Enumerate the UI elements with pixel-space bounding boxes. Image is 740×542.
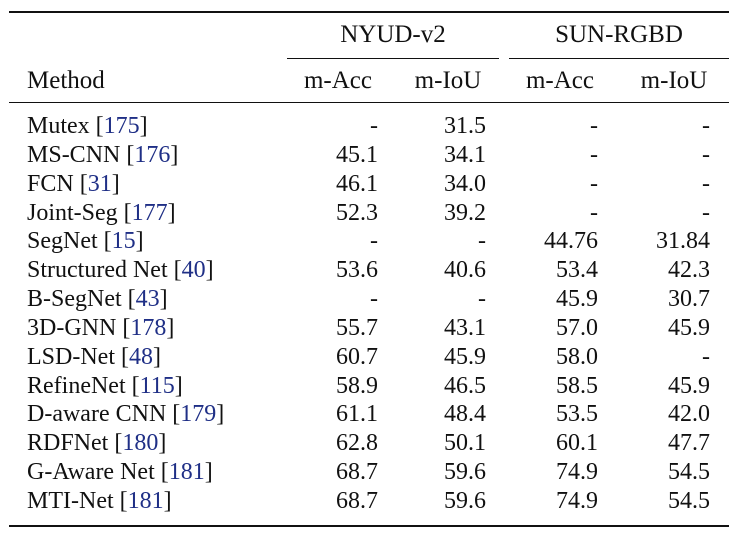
cell-sun-m-iou: 30.7 (668, 286, 710, 313)
cell-method: G-Aware Net [181] (27, 459, 213, 486)
column-header-sun-m-iou: m-IoU (640, 67, 708, 94)
table-row (0, 227, 740, 256)
citation-link[interactable]: 180 (122, 430, 159, 457)
group-rule-nyud-v2 (287, 58, 499, 59)
method-name: RDFNet (27, 430, 109, 457)
method-name: RefineNet (27, 372, 126, 399)
cell-nyud-m-acc: 52.3 (336, 199, 378, 226)
method-name: 3D-GNN (27, 314, 117, 341)
top-rule (9, 11, 729, 13)
header-rule (9, 102, 729, 103)
citation-link[interactable]: 43 (135, 286, 160, 313)
cell-sun-m-iou: - (702, 113, 710, 139)
cell-nyud-m-acc: 61.1 (336, 401, 378, 428)
cell-sun-m-acc: 53.5 (556, 401, 598, 428)
table-row (0, 400, 740, 429)
cell-sun-m-iou: 54.5 (668, 459, 710, 486)
cell-sun-m-acc: 58.5 (556, 372, 598, 399)
column-header-sun-m-acc: m-Acc (525, 67, 595, 94)
table-row (0, 285, 740, 314)
cell-nyud-m-acc: 60.7 (336, 343, 378, 370)
citation-link[interactable]: 176 (134, 141, 171, 168)
cell-nyud-m-acc: 46.1 (336, 170, 378, 197)
bottom-rule (9, 525, 729, 527)
cell-nyud-m-iou: 50.1 (444, 430, 486, 457)
cell-nyud-m-iou: - (478, 286, 486, 313)
method-name: B-SegNet (27, 286, 122, 313)
cell-sun-m-acc: - (590, 170, 598, 197)
cell-method: B-SegNet [43] (27, 286, 168, 313)
cell-nyud-m-iou: 40.6 (444, 257, 486, 284)
column-header-nyud-m-iou: m-IoU (414, 67, 482, 94)
cell-nyud-m-iou: 59.6 (444, 459, 486, 486)
method-name: D-aware CNN (27, 401, 167, 428)
method-name: Structured Net (27, 257, 168, 284)
cell-sun-m-acc: 45.9 (556, 286, 598, 313)
cell-method: LSD-Net [48] (27, 343, 161, 370)
cell-method: FCN [31] (27, 170, 120, 197)
cell-sun-m-acc: 74.9 (556, 487, 598, 514)
cell-nyud-m-iou: 34.1 (444, 141, 486, 168)
cell-nyud-m-acc: 53.6 (336, 257, 378, 284)
cell-sun-m-iou: - (702, 199, 710, 226)
table-row (0, 372, 740, 401)
table-row (0, 170, 740, 199)
citation-link[interactable]: 15 (111, 228, 136, 255)
cell-sun-m-acc: 57.0 (556, 314, 598, 341)
cell-method: Structured Net [40] (27, 257, 214, 284)
method-name: Mutex (27, 113, 90, 139)
cell-sun-m-iou: 45.9 (668, 372, 710, 399)
cell-sun-m-iou: 47.7 (668, 430, 710, 457)
citation-link[interactable]: 175 (103, 113, 140, 139)
cell-method: Joint-Seg [177] (27, 199, 176, 226)
method-name: LSD-Net (27, 343, 115, 370)
cell-nyud-m-iou: 45.9 (444, 343, 486, 370)
column-header-method: Method (27, 67, 105, 94)
cell-nyud-m-iou: 59.6 (444, 487, 486, 514)
cell-nyud-m-acc: - (370, 286, 378, 313)
citation-link[interactable]: 40 (181, 257, 206, 284)
cell-nyud-m-iou: - (478, 228, 486, 255)
cell-method: D-aware CNN [179] (27, 401, 225, 428)
cell-sun-m-iou: 31.84 (656, 228, 710, 255)
method-name: SegNet (27, 228, 98, 255)
cell-nyud-m-acc: 58.9 (336, 372, 378, 399)
cell-method: RefineNet [115] (27, 372, 183, 399)
method-name: G-Aware Net (27, 459, 155, 486)
citation-link[interactable]: 31 (87, 170, 112, 197)
cell-sun-m-acc: - (590, 113, 598, 139)
cell-nyud-m-acc: 62.8 (336, 430, 378, 457)
citation-link[interactable]: 48 (128, 343, 153, 370)
table-row (0, 199, 740, 228)
citation-link[interactable]: 177 (131, 199, 168, 226)
cell-nyud-m-iou: 43.1 (444, 314, 486, 341)
cell-sun-m-acc: 53.4 (556, 257, 598, 284)
cell-nyud-m-acc: 55.7 (336, 314, 378, 341)
table-row (0, 487, 740, 516)
cell-method: SegNet [15] (27, 228, 144, 255)
cell-method: MTI-Net [181] (27, 487, 172, 514)
table-row (0, 256, 740, 285)
method-name: MS-CNN (27, 141, 121, 168)
table-body (0, 112, 740, 516)
citation-link[interactable]: 179 (180, 401, 217, 428)
cell-sun-m-iou: 42.3 (668, 257, 710, 284)
cell-sun-m-acc: 60.1 (556, 430, 598, 457)
cell-nyud-m-acc: - (370, 228, 378, 255)
group-label-nyud-v2: NYUD-v2 (340, 21, 446, 48)
cell-sun-m-iou: - (702, 170, 710, 197)
cell-sun-m-iou: 54.5 (668, 487, 710, 514)
citation-link[interactable]: 181 (127, 487, 164, 514)
cell-sun-m-iou: - (702, 141, 710, 168)
cell-sun-m-iou: 45.9 (668, 314, 710, 341)
cell-method: Mutex [175] (27, 113, 148, 139)
cell-sun-m-acc: 58.0 (556, 343, 598, 370)
cell-sun-m-iou: - (702, 343, 710, 370)
cell-sun-m-acc: - (590, 141, 598, 168)
citation-link[interactable]: 181 (168, 459, 205, 486)
cell-nyud-m-iou: 39.2 (444, 199, 486, 226)
cell-sun-m-acc: - (590, 199, 598, 226)
cell-sun-m-iou: 42.0 (668, 401, 710, 428)
group-label-sun-rgbd: SUN-RGBD (555, 21, 683, 48)
cell-nyud-m-acc: 68.7 (336, 459, 378, 486)
cell-nyud-m-acc: 45.1 (336, 141, 378, 168)
method-name: FCN (27, 170, 74, 197)
table-row (0, 343, 740, 372)
cell-nyud-m-acc: - (370, 113, 378, 139)
method-name: MTI-Net (27, 487, 114, 514)
table-row (0, 112, 740, 141)
cell-method: MS-CNN [176] (27, 141, 179, 168)
table-row (0, 429, 740, 458)
table-row (0, 458, 740, 487)
cell-nyud-m-acc: 68.7 (336, 487, 378, 514)
citation-link[interactable]: 178 (130, 314, 167, 341)
table-row (0, 141, 740, 170)
cell-nyud-m-iou: 46.5 (444, 372, 486, 399)
citation-link[interactable]: 115 (139, 372, 175, 399)
cell-method: RDFNet [180] (27, 430, 167, 457)
method-name: Joint-Seg (27, 199, 118, 226)
cell-sun-m-acc: 44.76 (544, 228, 598, 255)
cell-nyud-m-iou: 31.5 (444, 113, 486, 139)
cell-nyud-m-iou: 34.0 (444, 170, 486, 197)
cell-method: 3D-GNN [178] (27, 314, 175, 341)
cell-nyud-m-iou: 48.4 (444, 401, 486, 428)
table-row (0, 314, 740, 343)
column-header-nyud-m-acc: m-Acc (303, 67, 373, 94)
group-rule-sun-rgbd (509, 58, 729, 59)
cell-sun-m-acc: 74.9 (556, 459, 598, 486)
